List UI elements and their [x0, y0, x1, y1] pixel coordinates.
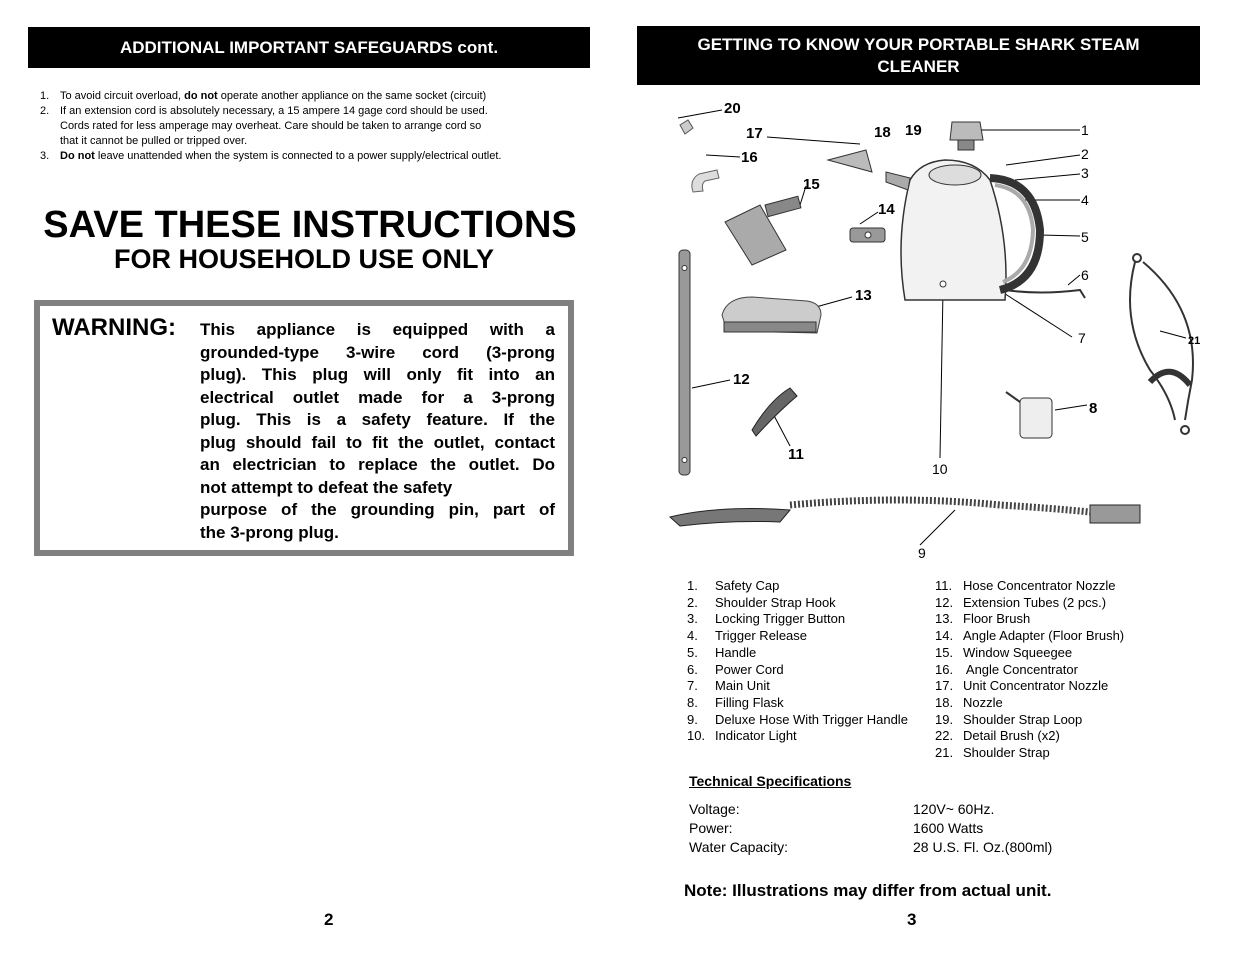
angle-concentrator-icon	[692, 170, 719, 192]
part-number: 4.	[687, 628, 698, 644]
warning-line: not attempt to defeat the safety	[200, 477, 453, 497]
part-number: 8.	[687, 694, 698, 710]
list-item	[687, 645, 908, 662]
part-number: 12.	[935, 594, 954, 610]
part-name: Safety Cap	[715, 578, 780, 593]
warning-line: electrical outlet made for a 3-prong	[200, 387, 555, 407]
list-item	[935, 712, 1124, 729]
safeguards-banner: ADDITIONAL IMPORTANT SAFEGUARDS cont.	[28, 27, 590, 68]
part-number: 19.	[935, 711, 954, 727]
spec-value: 120V~ 60Hz.	[913, 801, 995, 817]
part-name: Hose Concentrator Nozzle	[963, 578, 1116, 593]
filling-flask-icon	[1006, 392, 1052, 438]
part-number: 2.	[687, 594, 698, 610]
shoulder-strap-icon	[1130, 254, 1193, 434]
part-number: 16.	[935, 661, 954, 677]
callout-16: 16	[741, 149, 758, 166]
list-item	[935, 728, 1124, 745]
part-number: 9.	[687, 711, 698, 727]
spec-values	[913, 800, 1052, 857]
part-name: Shoulder Strap	[963, 745, 1050, 761]
part-number: 1.	[687, 578, 698, 593]
warning-text	[200, 319, 555, 544]
list-item	[687, 712, 908, 729]
part-number: 22.	[935, 728, 954, 744]
callout-1: 1	[1081, 122, 1089, 138]
list-number: 3.	[40, 150, 50, 162]
list-item	[40, 104, 580, 149]
callout-4: 4	[1081, 192, 1089, 208]
part-number: 10.	[687, 728, 706, 744]
part-number: 3.	[687, 611, 698, 627]
list-item	[687, 595, 908, 612]
list-item	[935, 678, 1124, 695]
callout-12: 12	[733, 371, 750, 388]
tech-specs-heading: Technical Specifications	[689, 773, 852, 789]
part-number: 17.	[935, 678, 954, 694]
list-item	[40, 149, 580, 164]
list-item	[687, 695, 908, 712]
list-item	[935, 662, 1124, 679]
warning-line: plug). This plug will only fit into an	[200, 365, 555, 384]
parts-list-left	[687, 578, 908, 745]
concentrator-nozzle-icon	[828, 150, 872, 172]
part-name: Floor Brush	[963, 611, 1031, 627]
spec-label: Water Capacity:	[689, 839, 789, 855]
line-text: operate another appliance on the same socket (circuit)	[217, 90, 487, 102]
part-number: 13.	[935, 611, 954, 627]
line-text: If an extension cord is absolutely necessary, a 15 ampere 14 gage cord should be used.	[60, 105, 488, 117]
part-number: 18.	[935, 694, 954, 710]
warning-line: This appliance is equipped with a	[200, 320, 555, 339]
part-name: Handle	[715, 644, 757, 660]
callout-7: 7	[1078, 330, 1086, 346]
callout-3: 3	[1081, 165, 1089, 181]
angle-adapter-icon	[850, 228, 885, 242]
part-name: Angle Adapter (Floor Brush)	[963, 628, 1125, 644]
warning-line: purpose of the grounding pin, part of	[200, 500, 555, 519]
list-number: 1.	[40, 90, 50, 102]
list-item	[935, 645, 1124, 662]
part-name: Extension Tubes (2 pcs.)	[963, 594, 1107, 610]
list-item	[935, 628, 1124, 645]
warning-line: plug. This is a safety feature. If the	[200, 410, 555, 429]
line-text: leave unattended when the system is connected to a power supply/electrical outlet.	[94, 150, 502, 162]
callout-17: 17	[746, 125, 763, 142]
callout-2: 2	[1081, 146, 1089, 162]
line-bold: do not	[184, 90, 218, 102]
list-item	[687, 678, 908, 695]
part-number: 11.	[935, 578, 953, 593]
part-number: 7.	[687, 678, 698, 694]
line-bold: Do not	[60, 150, 95, 162]
spec-value: 28 U.S. Fl. Oz.(800ml)	[913, 839, 1053, 855]
warning-label: WARNING:	[52, 314, 176, 341]
page-number-left: 2	[324, 910, 334, 929]
line-text: Cords rated for less amperage may overheat. Care should be taken to arrange cord so	[60, 120, 482, 132]
callout-6: 6	[1081, 267, 1089, 283]
callout-11: 11	[788, 446, 804, 463]
part-name: Indicator Light	[715, 728, 797, 744]
part-name: Detail Brush (x2)	[963, 728, 1060, 744]
list-item	[40, 89, 580, 104]
callout-9: 9	[918, 545, 926, 561]
part-name: Deluxe Hose With Trigger Handle	[715, 711, 908, 727]
list-item	[687, 611, 908, 628]
floor-brush-icon	[722, 297, 821, 333]
warning-line: the 3-prong plug.	[200, 522, 339, 542]
list-item	[935, 578, 1124, 595]
window-squeegee-icon	[725, 196, 801, 265]
part-number: 21.	[935, 745, 954, 761]
part-name: Angle Concentrator	[963, 661, 1078, 677]
line-text: To avoid circuit overload,	[60, 90, 185, 102]
adapter-icon	[680, 120, 693, 134]
list-item	[935, 745, 1124, 762]
callout-21: 21	[1188, 335, 1201, 347]
part-name: Shoulder Strap Loop	[963, 711, 1083, 727]
callout-15: 15	[803, 176, 820, 193]
banner-line: CLEANER	[877, 57, 960, 76]
warning-line: plug should fail to fit the outlet, contact	[200, 432, 555, 452]
parts-list-right	[935, 578, 1124, 762]
getting-to-know-banner	[637, 26, 1200, 85]
line-text: that it cannot be pulled or tripped over.	[60, 135, 248, 147]
part-number: 15.	[935, 644, 954, 660]
spec-labels	[689, 800, 788, 857]
callout-20: 20	[724, 100, 741, 117]
part-number: 5.	[687, 644, 698, 660]
part-name: Trigger Release	[715, 628, 808, 644]
extension-tube-icon	[679, 250, 690, 475]
part-number: 14.	[935, 628, 954, 644]
part-number: 6.	[687, 661, 698, 677]
steam-cleaner-main-unit	[886, 122, 1085, 300]
callout-10: 10	[932, 461, 948, 477]
callout-18: 18	[874, 124, 891, 141]
part-name: Filling Flask	[715, 694, 784, 710]
list-item	[687, 628, 908, 645]
warning-line: grounded-type 3-wire cord (3-prong	[200, 342, 555, 362]
part-name: Unit Concentrator Nozzle	[963, 678, 1109, 694]
spec-value: 1600 Watts	[913, 820, 984, 836]
list-number: 2.	[40, 105, 50, 117]
page-number-right: 3	[907, 910, 917, 929]
safeguards-list	[40, 89, 580, 164]
warning-line: an electrician to replace the outlet. Do	[200, 455, 555, 474]
part-name: Shoulder Strap Hook	[715, 594, 836, 610]
callout-13: 13	[855, 287, 872, 304]
list-item	[935, 611, 1124, 628]
deluxe-hose-icon	[670, 500, 1140, 526]
household-use-subtitle: FOR HOUSEHOLD USE ONLY	[113, 244, 495, 274]
part-name: Nozzle	[963, 694, 1003, 710]
callout-19: 19	[905, 122, 922, 139]
illustration-note: Note: Illustrations may differ from actual unit.	[684, 881, 1052, 900]
save-instructions-title: SAVE THESE INSTRUCTIONS	[43, 204, 577, 246]
list-item	[687, 728, 908, 745]
part-name: Locking Trigger Button	[715, 611, 846, 627]
list-item	[935, 695, 1124, 712]
part-name: Window Squeegee	[963, 644, 1073, 660]
banner-line: GETTING TO KNOW YOUR PORTABLE SHARK STEAM	[697, 35, 1140, 54]
part-name: Power Cord	[715, 661, 784, 677]
part-name: Main Unit	[715, 678, 770, 694]
parts-illustration	[640, 90, 1220, 565]
hose-nozzle-icon	[752, 388, 797, 436]
callout-14: 14	[878, 201, 895, 218]
list-item	[687, 578, 908, 595]
list-item	[935, 595, 1124, 612]
callout-5: 5	[1081, 229, 1089, 245]
callout-8: 8	[1089, 400, 1098, 417]
spec-label: Power:	[689, 820, 733, 836]
list-item	[687, 662, 908, 679]
spec-label: Voltage:	[689, 801, 740, 817]
